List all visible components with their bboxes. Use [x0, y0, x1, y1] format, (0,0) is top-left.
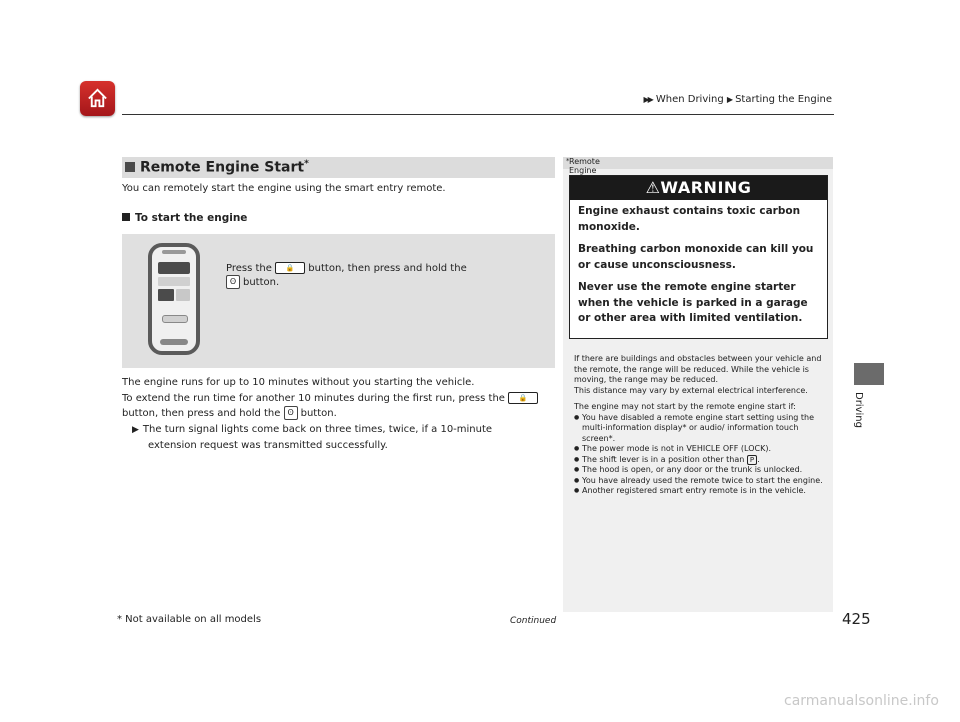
list-item: ● Another registered smart entry remote is in the vehicle.	[574, 486, 824, 497]
smart-remote-image	[148, 243, 200, 355]
sidebar-header: Remote Engine *	[563, 157, 833, 169]
list-item: ● The power mode is not in VEHICLE OFF (LOCK).	[574, 444, 824, 455]
warning-box	[569, 175, 828, 339]
warning-text: Engine exhaust contains toxic carbon monoxide. Breathing carbon monoxide can kill you or cause unconsciousness. Never use the remote engine starter when the vehicle is parked in a garage or other area with limited ventilation.	[578, 205, 814, 324]
lock-key-icon: 🔒	[275, 262, 305, 274]
subheading	[122, 212, 247, 224]
illustration-caption: Press the 🔒 button, then press and hold the ʘ button.	[226, 263, 467, 288]
side-tab-marker	[854, 363, 884, 385]
page-number: 425	[842, 610, 871, 628]
remote-start-key-icon: ʘ	[284, 406, 298, 420]
list-item: ● The shift lever is in a position other than P .	[574, 455, 824, 466]
breadcrumb	[644, 94, 832, 105]
breadcrumb-arrow-icon: ▶	[726, 95, 732, 104]
header-rule	[122, 114, 834, 115]
remote-start-button-graphic	[158, 289, 174, 301]
notes-text: If there are buildings and obstacles between your vehicle and the remote, the range will be reduced. While the vehicle is moving, the range may be reduced. This distance may vary by external electrical interference. The engine may not start by the remote engine start if: ● You have disabled a remote engine start setting using the multi-information display* or audio/ information touch screen*. ● The power mode is not in VEHICLE OFF (LOCK). ● The shift lever is in a position other than P . ● The hood is open, or any door or the trunk is unlocked. ● You have already used the remote twice to start the engine. ● Another registered smart entry remote is in the vehicle.	[574, 354, 824, 497]
remote-start-key-icon: ʘ	[226, 275, 240, 289]
sidebar-notes	[563, 157, 833, 612]
intro-text: You can remotely start the engine using the smart entry remote.	[122, 183, 446, 194]
section-title: Remote Engine Start	[140, 159, 305, 176]
lock-key-icon: 🔒	[508, 392, 538, 404]
conditions-list	[574, 413, 824, 497]
list-item: ● You have disabled a remote engine start setting using the multi-information display* or audio/ information touch screen*.	[574, 413, 824, 445]
warning-header	[570, 176, 827, 200]
continued-label: Continued	[510, 616, 557, 626]
subheading-square-icon	[122, 213, 130, 221]
home-button[interactable]	[80, 81, 115, 116]
watermark: carmanualsonline.info	[784, 693, 939, 709]
warning-title: WARNING	[660, 178, 752, 197]
result-arrow-icon: ▶	[132, 424, 139, 435]
lock-button-graphic	[158, 262, 190, 274]
section-heading	[122, 157, 555, 178]
footnote: * Not available on all models	[117, 614, 262, 625]
body-text: The engine runs for up to 10 minutes without you starting the vehicle. To extend the run time for another 10 minutes during the first run, press the 🔒 button, then press and hold the ʘ button. ▶ The turn signal lights come back on three times, twice, if a 10-minute extension request was transmitted successfully.	[122, 375, 538, 454]
breadcrumb-arrow-icon: ▶▶	[643, 95, 652, 104]
footnote-mark: *	[304, 159, 309, 169]
warning-triangle-icon: ⚠	[645, 178, 661, 197]
sidebar-header-text: Remote Engine	[569, 157, 600, 175]
breadcrumb-link-when-driving[interactable]: When Driving	[655, 94, 724, 105]
list-item: ● You have already used the remote twice to start the engine.	[574, 476, 824, 487]
park-key-icon: P	[747, 455, 757, 465]
home-icon	[86, 87, 109, 110]
heading-square-icon	[125, 162, 135, 172]
breadcrumb-current[interactable]: Starting the Engine	[735, 94, 832, 105]
side-tab-label[interactable]: Driving	[853, 392, 864, 428]
list-item: ● The hood is open, or any door or the trunk is unlocked.	[574, 465, 824, 476]
subheading-text: To start the engine	[135, 212, 248, 224]
remote-illustration	[122, 234, 555, 368]
